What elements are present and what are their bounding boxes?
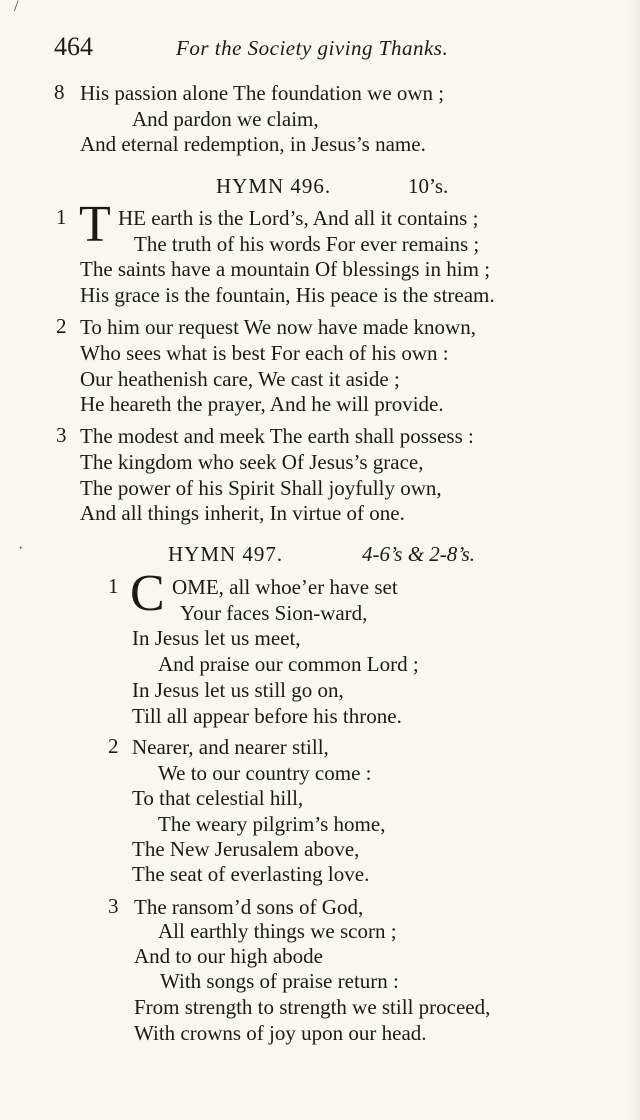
verse-line: And eternal redemption, in Jesus’s name. bbox=[80, 132, 426, 156]
hymn-meter: 10’s. bbox=[408, 174, 449, 198]
verse-line: The New Jerusalem above, bbox=[132, 837, 360, 861]
drop-cap: C bbox=[130, 565, 165, 622]
verse-line: The truth of his words For ever remains ; bbox=[134, 232, 480, 256]
verse-line: Till all appear before his throne. bbox=[132, 704, 402, 728]
running-title: For the Society giving Thanks. bbox=[176, 36, 449, 60]
verse-line: HE earth is the Lord’s, And all it contains ; bbox=[118, 206, 479, 230]
verse-line: Our heathenish care, We cast it aside ; bbox=[80, 367, 400, 391]
verse-line: We to our country come : bbox=[158, 761, 372, 785]
verse-number: 3 bbox=[108, 894, 119, 918]
verse-line: Who sees what is best For each of his own : bbox=[80, 341, 449, 365]
verse-number: 8 bbox=[54, 80, 65, 104]
verse-number: 2 bbox=[56, 314, 67, 338]
hymn-title: HYMN 497. bbox=[168, 542, 284, 566]
verse-line: From strength to strength we still proceed, bbox=[134, 995, 491, 1019]
verse-line: And praise our common Lord ; bbox=[158, 652, 419, 676]
verse-line: With songs of praise return : bbox=[160, 969, 399, 993]
verse-line: And to our high abode bbox=[134, 944, 323, 968]
hymn-title: HYMN 496. bbox=[216, 174, 332, 198]
verse-number: 1 bbox=[108, 574, 119, 598]
verse-line: To that celestial hill, bbox=[132, 786, 304, 810]
verse-line: In Jesus let us meet, bbox=[132, 626, 301, 650]
verse-line: And all things inherit, In virtue of one. bbox=[80, 501, 405, 525]
verse-line: In Jesus let us still go on, bbox=[132, 678, 344, 702]
verse-line: His grace is the fountain, His peace is the stream. bbox=[80, 283, 495, 307]
verse-line: The ransom’d sons of God, bbox=[134, 895, 364, 919]
margin-mark: / bbox=[14, 0, 19, 15]
verse-line: OME, all whoe’er have set bbox=[172, 575, 398, 599]
verse-line: Nearer, and nearer still, bbox=[132, 735, 329, 759]
page-number: 464 bbox=[54, 32, 93, 61]
verse-line: The kingdom who seek Of Jesus’s grace, bbox=[80, 450, 424, 474]
verse-number: 3 bbox=[56, 423, 67, 447]
verse-number: 2 bbox=[108, 734, 119, 758]
verse-line: The modest and meek The earth shall possess : bbox=[80, 424, 474, 448]
verse-line: All earthly things we scorn ; bbox=[158, 919, 397, 943]
verse-line: He heareth the prayer, And he will provide. bbox=[80, 392, 444, 416]
verse-line: His passion alone The foundation we own ; bbox=[80, 81, 445, 105]
verse-line: With crowns of joy upon our head. bbox=[134, 1021, 427, 1045]
drop-cap: T bbox=[79, 196, 111, 253]
margin-dot: · bbox=[18, 540, 24, 557]
verse-line: The saints have a mountain Of blessings in him ; bbox=[80, 257, 491, 281]
hymn-meter: 4-6’s & 2-8’s. bbox=[362, 542, 475, 566]
verse-line: To him our request We now have made known, bbox=[80, 315, 476, 339]
verse-line: The seat of everlasting love. bbox=[132, 862, 370, 886]
verse-line: The power of his Spirit Shall joyfully own, bbox=[80, 476, 442, 500]
verse-line: The weary pilgrim’s home, bbox=[158, 812, 386, 836]
verse-number: 1 bbox=[56, 205, 67, 229]
verse-line: And pardon we claim, bbox=[132, 107, 319, 131]
verse-line: Your faces Sion-ward, bbox=[180, 601, 368, 625]
